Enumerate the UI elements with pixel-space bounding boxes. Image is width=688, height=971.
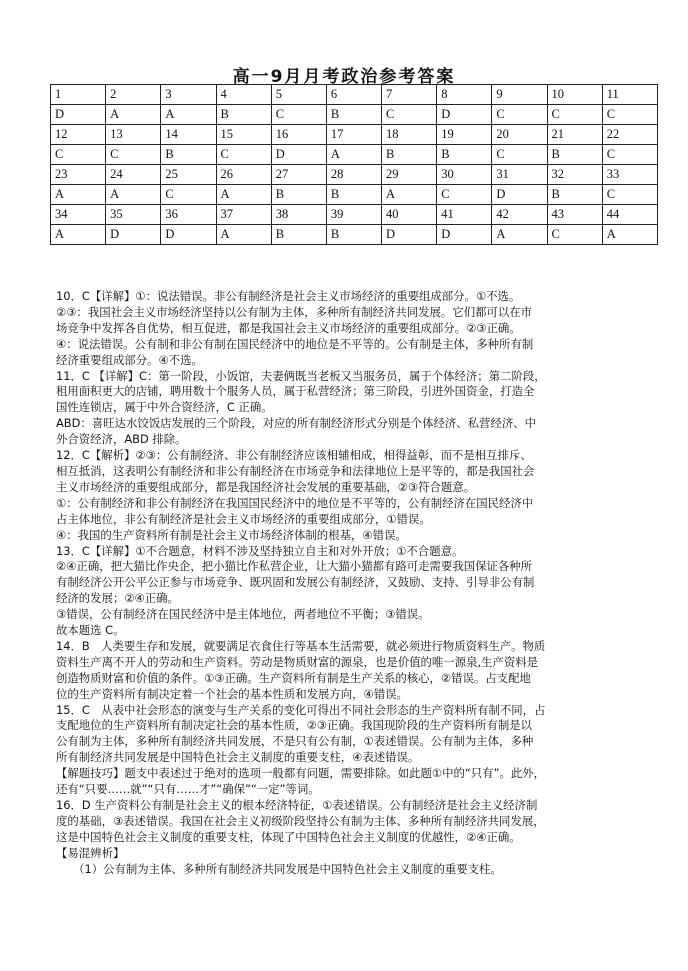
explanation-line: ③错误，公有制经济在国民经济中是主体地位，两者地位不平衡；③错误。: [56, 607, 430, 622]
explanation-line: ABD：喜旺达水饺饭店发展的三个阶段，对应的所有制经济形式分别是个体经济、私营经济、中: [56, 416, 537, 431]
explanation-line: 故本题选 C。: [56, 623, 125, 638]
answer-cell: A: [602, 225, 657, 245]
question-number-cell: 35: [106, 205, 161, 225]
question-number-cell: 4: [216, 85, 271, 105]
answer-cell: A: [492, 225, 547, 245]
answer-cell: B: [382, 145, 437, 165]
answer-cell: B: [326, 185, 381, 205]
question-number-row: [51, 165, 658, 185]
question-number-cell: 16: [271, 125, 326, 145]
answer-cell: B: [547, 185, 602, 205]
answer-cell: B: [437, 145, 492, 165]
question-number-cell: 38: [271, 205, 326, 225]
question-number-cell: 43: [547, 205, 602, 225]
answer-table: [50, 84, 658, 245]
answer-cell: C: [492, 145, 547, 165]
question-number-row: [51, 125, 658, 145]
question-number-cell: 6: [326, 85, 381, 105]
answer-cell: C: [602, 105, 657, 125]
explanation-line: 相互抵消，这表明公有制经济和非公有制经济在市场竞争和法律地位上是平等的，都是我国社会: [56, 463, 535, 478]
question-number-cell: 18: [382, 125, 437, 145]
explanation-line: 【解题技巧】题支中表述过于绝对的选项一般都有问题，需要排除。如此题①中的“只有”。此外，: [56, 766, 546, 781]
explanation-line: 占主体地位，非公有制经济是社会主义市场经济的重要组成部分，①错误。: [56, 511, 431, 526]
question-number-row: [51, 205, 658, 225]
explanation-line: 11．C 【详解】C：第一阶段，小饭馆，夫妻俩既当老板又当服务员，属于个体经济；第二阶段，: [56, 368, 546, 383]
answer-cell: D: [382, 225, 437, 245]
question-number-cell: 1: [51, 85, 106, 105]
question-number-cell: 10: [547, 85, 602, 105]
answer-cell: B: [326, 105, 381, 125]
question-number-cell: 2: [106, 85, 161, 105]
question-number-cell: 29: [382, 165, 437, 185]
explanation-line: 12．C【解析】②③：公有制经济、非公有制经济应该相辅相成，相得益彰，而不是相互排斥、: [56, 448, 532, 463]
answer-cell: A: [216, 185, 271, 205]
question-number-row: [51, 85, 658, 105]
answer-cell: A: [51, 185, 106, 205]
explanation-line: 位的生产资料所有制决定着一个社会的基本性质和发展方向，④错误。: [56, 686, 408, 701]
question-number-cell: 34: [51, 205, 106, 225]
explanation-line: ④：我国的生产资料所有制是社会主义市场经济体制的根基，④错误。: [56, 527, 407, 542]
question-number-cell: 20: [492, 125, 547, 145]
answer-cell: A: [106, 105, 161, 125]
explanation-line: 【易混辨析】: [56, 845, 125, 860]
answer-cell: D: [437, 225, 492, 245]
explanation-line: 经济重要组成部分。④不选。: [56, 352, 203, 367]
question-number-cell: 33: [602, 165, 657, 185]
answer-cell: B: [271, 225, 326, 245]
explanation-line: 资料生产离不开人的劳动和生产资料。劳动是物质财富的源泉，也是价值的唯一源泉,生产资料是: [56, 654, 539, 669]
question-number-cell: 44: [602, 205, 657, 225]
answer-cell: A: [161, 105, 216, 125]
question-number-cell: 3: [161, 85, 216, 105]
question-number-cell: 40: [382, 205, 437, 225]
answer-cell: A: [382, 185, 437, 205]
explanation-line: 度的基础，③表述错误。我国在社会主义初级阶段坚持公有制为主体、多种所有制经济共同发展，: [56, 813, 545, 828]
explanation-text: [56, 289, 662, 878]
explanation-line: 创造物质财富和价值的条件。①③正确。生产资料所有制是生产关系的核心，②错误。占支配地: [56, 670, 531, 685]
explanation-line: 有制经济公开公平公正参与市场竞争、既巩固和发展公有制经济，又鼓励、支持、引导非公有制: [56, 575, 535, 590]
question-number-cell: 12: [51, 125, 106, 145]
explanation-line: 主义市场经济的重要组成部分，都是我国经济社会发展的重要基础，②③符合题意。: [56, 479, 476, 494]
explanation-line: 还有“只要……就”“只有……才”“确保”“一定”等词。: [56, 782, 320, 797]
question-number-cell: 36: [161, 205, 216, 225]
explanation-line: ①：公有制经济和非公有制经济在我国国民经济中的地位是不平等的，公有制经济在国民经济中: [56, 495, 534, 510]
question-number-cell: 11: [602, 85, 657, 105]
question-number-cell: 42: [492, 205, 547, 225]
question-number-cell: 19: [437, 125, 492, 145]
answer-cell: C: [161, 185, 216, 205]
answer-cell: C: [106, 145, 161, 165]
answer-cell: C: [547, 105, 602, 125]
answer-cell: C: [382, 105, 437, 125]
question-number-cell: 21: [547, 125, 602, 145]
question-number-cell: 17: [326, 125, 381, 145]
answer-cell: D: [51, 105, 106, 125]
answer-cell: B: [216, 105, 271, 125]
answer-cell: D: [492, 185, 547, 205]
question-number-cell: 5: [271, 85, 326, 105]
explanation-line: ②④正确，把大猫比作央企，把小猫比作私营企业，让大猫小猫都有路可走需要我国保证各种所: [56, 559, 533, 574]
explanation-line: ②③：我国社会主义市场经济坚持以公有制为主体，多种所有制经济共同发展。它们都可以在市: [56, 304, 533, 319]
answer-cell: C: [602, 185, 657, 205]
answer-cell: C: [51, 145, 106, 165]
answer-row: [51, 185, 658, 205]
answer-cell: D: [161, 225, 216, 245]
answer-cell: A: [216, 225, 271, 245]
question-number-cell: 14: [161, 125, 216, 145]
question-number-cell: 27: [271, 165, 326, 185]
answer-cell: A: [106, 185, 161, 205]
question-number-cell: 32: [547, 165, 602, 185]
answer-row: [51, 225, 658, 245]
answer-cell: C: [492, 105, 547, 125]
answer-cell: D: [106, 225, 161, 245]
explanation-line: 14．B 人类要生存和发展，就要满足衣食住行等基本生活需要，就必须进行物质资料生产。物质: [56, 638, 546, 653]
question-number-cell: 7: [382, 85, 437, 105]
question-number-cell: 15: [216, 125, 271, 145]
question-number-cell: 31: [492, 165, 547, 185]
question-number-cell: 39: [326, 205, 381, 225]
answer-cell: C: [437, 185, 492, 205]
answer-cell: A: [51, 225, 106, 245]
question-number-cell: 25: [161, 165, 216, 185]
explanation-line: 外合资经济，ABD 排除。: [56, 432, 187, 447]
explanation-line: 15．C 从表中社会形态的演变与生产关系的变化可得出不同社会形态的生产资料所有制不同，占: [56, 702, 546, 717]
answer-cell: D: [437, 105, 492, 125]
explanation-line: 16．D 生产资料公有制是社会主义的根本经济特征，①表述错误。公有制经济是社会主义经济制: [56, 798, 538, 812]
explanation-line: 经济的发展；②④正确。: [56, 591, 179, 606]
explanation-line: 这是中国特色社会主义制度的重要支柱，体现了中国特色社会主义制度的优越性，②④正确。: [56, 829, 521, 844]
question-number-cell: 8: [437, 85, 492, 105]
answer-cell: C: [216, 145, 271, 165]
answer-cell: B: [161, 145, 216, 165]
answer-cell: C: [547, 225, 602, 245]
explanation-line: 国性连锁店，属于中外合资经济，C 正确。: [56, 400, 273, 415]
answer-cell: D: [271, 145, 326, 165]
page-title: 高一9月月考政治参考答案: [232, 67, 456, 87]
question-number-cell: 26: [216, 165, 271, 185]
answer-cell: B: [271, 185, 326, 205]
explanation-line: 租用面积更大的店铺，聘用数十个服务人员，属于私营经济；第三阶段，引进外国资金，打造全: [56, 384, 535, 399]
explanation-line: ④：说法错误。公有制和非公有制在国民经济中的地位是不平等的。公有制是主体，多种所有制: [56, 336, 534, 351]
answer-cell: B: [326, 225, 381, 245]
explanation-line: （1）公有制为主体、多种所有制经济共同发展是中国特色社会主义制度的重要支柱。: [56, 861, 502, 876]
answer-row: [51, 105, 658, 125]
answer-cell: B: [547, 145, 602, 165]
question-number-cell: 28: [326, 165, 381, 185]
question-number-cell: 30: [437, 165, 492, 185]
question-number-cell: 13: [106, 125, 161, 145]
answer-cell: A: [326, 145, 381, 165]
answer-cell: C: [602, 145, 657, 165]
question-number-cell: 37: [216, 205, 271, 225]
explanation-line: 场竞争中发挥各自优势，相互促进，都是我国社会主义市场经济的重要组成部分。②③正确。: [56, 320, 521, 335]
explanation-line: 10．C【详解】①：说法错误。非公有制经济是社会主义市场经济的重要组成部分。①不选。: [56, 289, 521, 303]
explanation-line: 支配地位的生产资料所有制决定社会的基本性质，②③正确。我国现阶段的生产资料所有制是以: [56, 718, 533, 733]
question-number-cell: 24: [106, 165, 161, 185]
question-number-cell: 9: [492, 85, 547, 105]
explanation-line: 所有制经济共同发展是中国特色社会主义制度的重要支柱，④表述错误。: [56, 750, 420, 765]
question-number-cell: 22: [602, 125, 657, 145]
answer-cell: C: [271, 105, 326, 125]
question-number-cell: 23: [51, 165, 106, 185]
answer-row: [51, 145, 658, 165]
explanation-line: 13．C【详解】①不合题意，材料不涉及坚持独立自主和对外开放；①不合题意。: [56, 543, 464, 558]
explanation-line: 公有制为主体，多种所有制经济共同发展，不是只有公有制，①表述错误。公有制为主体，多种: [56, 734, 534, 749]
question-number-cell: 41: [437, 205, 492, 225]
